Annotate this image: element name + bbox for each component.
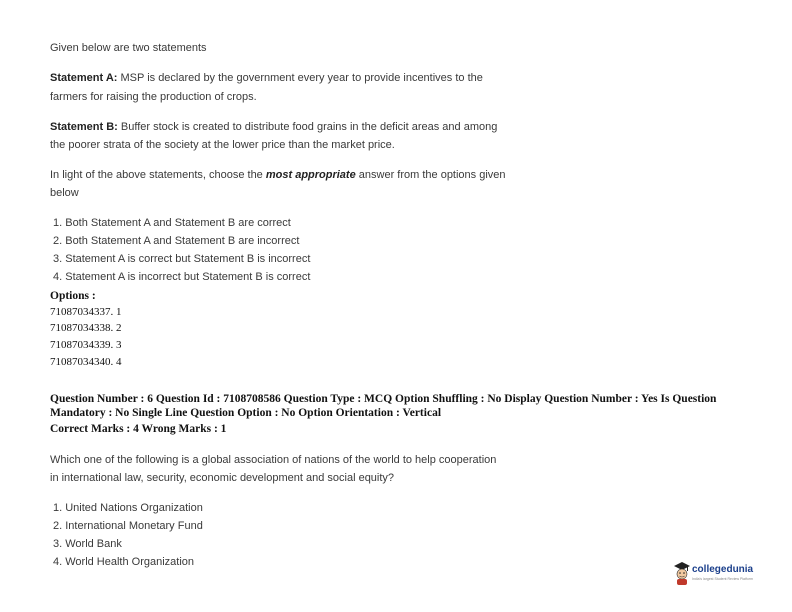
brand-name: collegedunia	[692, 564, 754, 575]
statement-a-line2: farmers for raising the production of crops.	[50, 91, 257, 103]
statement-b-text: Buffer stock is created to distribute food grains in the deficit areas and among	[117, 121, 498, 133]
graduate-mascot-icon	[672, 560, 692, 586]
statement-b-line2: the poorer strata of the society at the lower price than the market price.	[50, 139, 395, 151]
statement-b-label: Statement B:	[50, 121, 118, 133]
instruction-pre: In light of the above statements, choose the	[50, 169, 266, 181]
statement-b-line1	[50, 121, 497, 133]
option-id-2: 71087034338. 2	[50, 322, 122, 334]
q6-marks: Correct Marks : 4 Wrong Marks : 1	[50, 423, 227, 435]
brand-tagline: India's largest Student Review Platform	[692, 577, 753, 581]
q5-choice-2: 2. Both Statement A and Statement B are incorrect	[53, 235, 300, 247]
statement-a-label: Statement A:	[50, 72, 118, 84]
q6-text-line2: in international law, security, economic development and social equity?	[50, 472, 395, 484]
statement-a-line1	[50, 72, 483, 84]
q6-choice-2: 2. International Monetary Fund	[53, 520, 203, 532]
instruction-emphasis: most appropriate	[265, 169, 356, 181]
q6-choice-1: 1. United Nations Organization	[53, 502, 203, 514]
q5-choice-4: 4. Statement A is incorrect but Statement B is correct	[53, 271, 311, 283]
q6-choice-4: 4. World Health Organization	[53, 556, 195, 568]
q6-meta-line2: Mandatory : No Single Line Question Option : No Option Orientation : Vertical	[50, 407, 442, 419]
q6-meta-line1: Question Number : 6 Question Id : 7108708586 Question Type : MCQ Option Shuffling : No Display Question Number : Yes Is Question	[50, 393, 717, 405]
collegedunia-logo	[672, 560, 762, 586]
instruction-line2: below	[50, 187, 79, 199]
option-id-3: 71087034339. 3	[50, 339, 122, 351]
q5-intro: Given below are two statements	[50, 42, 207, 54]
q5-choice-1: 1. Both Statement A and Statement B are correct	[53, 217, 291, 229]
q5-choice-3: 3. Statement A is correct but Statement B is incorrect	[53, 253, 311, 265]
statement-a-text: MSP is declared by the government every year to provide incentives to the	[117, 72, 483, 84]
q6-choice-3: 3. World Bank	[53, 538, 122, 550]
option-id-1: 71087034337. 1	[50, 306, 122, 318]
options-label: Options :	[50, 290, 96, 302]
instruction-line1	[50, 169, 506, 181]
option-id-4: 71087034340. 4	[50, 356, 122, 368]
q6-text-line1: Which one of the following is a global association of nations of the world to help cooperation	[50, 454, 497, 466]
instruction-post: answer from the options given	[355, 169, 506, 181]
